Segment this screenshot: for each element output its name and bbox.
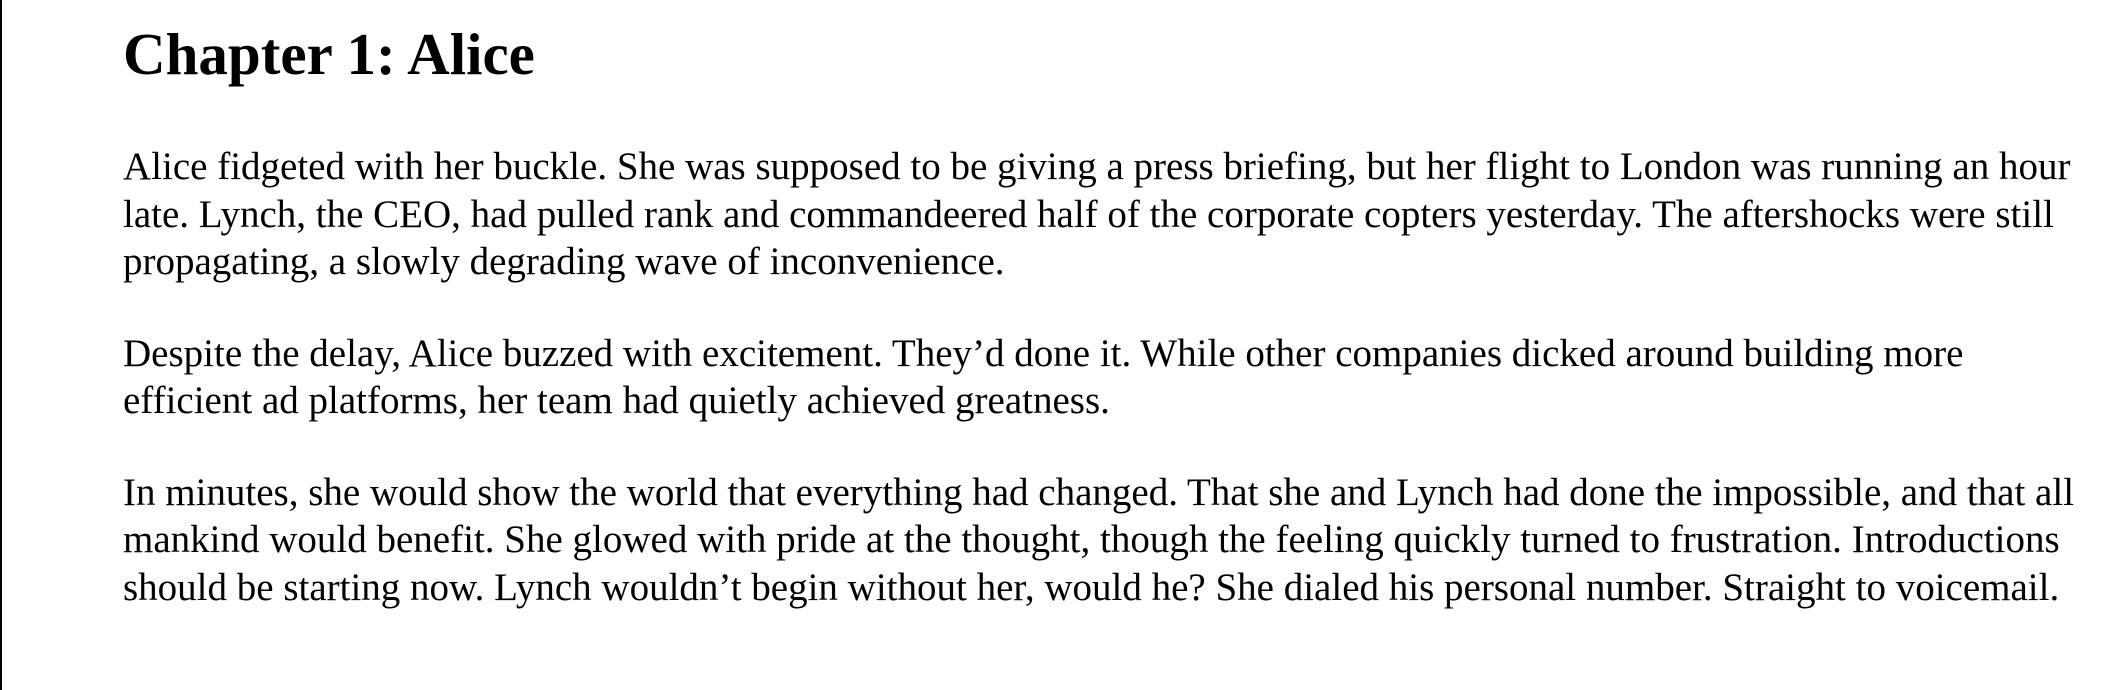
paragraph-1: Alice fidgeted with her buckle. She was supposed to be giving a press briefing, but her flight to London was running an hour late. Lynch, the CEO, had pulled rank and commandeered half of the corporate copters yesterday. The aftershocks were still propagating, a slowly degrading wave of inconvenience. — [123, 145, 2071, 283]
paragraph-3: In minutes, she would show the world that everything had changed. That she and Lynch had done the impossible, and that all mankind would benefit. She glowed with pride at the thought, though the feeling quickly turned to frustration. Introductions should be starting now. Lynch wouldn’t begin without her, would he? She dialed his personal number. Straight to voicemail. — [123, 470, 2075, 609]
paragraph-2: Despite the delay, Alice buzzed with excitement. They’d done it. While other companies dicked around building more efficient ad platforms, her team had quietly achieved greatness. — [123, 331, 1964, 422]
chapter-content — [123, 0, 2083, 611]
page-left-border — [0, 0, 2, 690]
chapter-title: Chapter 1: Alice — [123, 21, 535, 87]
